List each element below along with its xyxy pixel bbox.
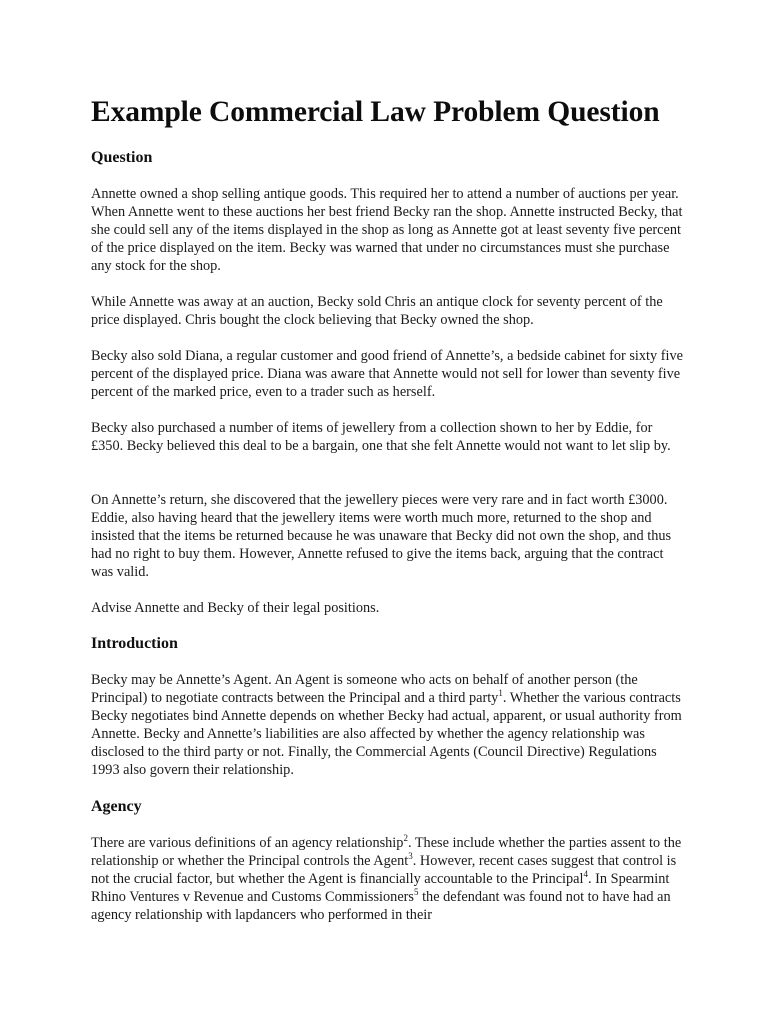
agency-text-d: . In Spearmint Rhino Ventures v Revenue and Customs Commissioners bbox=[91, 871, 670, 905]
agency-text-e: the defendant was found not to have had an agency relationship with lapdancers who performed in their bbox=[91, 889, 671, 923]
footnote-ref-3: 3 bbox=[408, 851, 413, 862]
question-paragraph-1: Annette owned a shop selling antique goods. This required her to attend a number of auctions per year. When Annette went to these auctions her best friend Becky ran the shop. Annette instructed Becky, that she could sell any of the items displayed in the shop as long as Annette got at least seventy five percent of the price displayed on the item. Becky was warned that under no circumstances must she purchase any stock for the shop. bbox=[91, 186, 683, 274]
introduction-paragraph bbox=[91, 671, 687, 779]
footnote-ref-4: 4 bbox=[583, 869, 588, 880]
footnote-ref-5: 5 bbox=[414, 887, 419, 898]
intro-text-b: . Whether the various contracts Becky negotiates bind Annette depends on whether Becky had actual, apparent, or usual authority from Annette. Becky and Annette’s liabilities are also affected by whether the agency relationship was disclosed to the third party or not. Finally, the Commercial Agents (Council Directive) Regulations 1993 also govern their relationship. bbox=[91, 690, 682, 778]
agency-text-a: There are various definitions of an agency relationship bbox=[91, 835, 404, 851]
question-paragraph-2: While Annette was away at an auction, Becky sold Chris an antique clock for seventy percent of the price displayed. Chris bought the clock believing that Becky owned the shop. bbox=[91, 294, 663, 328]
intro-text-a: Becky may be Annette’s Agent. An Agent is someone who acts on behalf of another person (the Principal) to negotiate contracts between the Principal and a third party bbox=[91, 672, 638, 706]
footnote-ref-1: 1 bbox=[498, 688, 503, 699]
question-paragraph-3: Becky also sold Diana, a regular customer and good friend of Annette’s, a bedside cabinet for sixty five percent of the displayed price. Diana was aware that Annette would not sell for lower than seventy five percent of the marked price, even to a trader such as herself. bbox=[91, 348, 683, 400]
agency-text-c: . However, recent cases suggest that control is not the crucial factor, but whether the Agent is financially accountable to the Principal bbox=[91, 853, 677, 887]
agency-paragraph bbox=[91, 834, 687, 924]
agency-text-b: . These include whether the parties assent to the relationship or whether the Principal controls the Agent bbox=[91, 835, 682, 869]
introduction-heading: Introduction bbox=[91, 635, 178, 652]
agency-heading: Agency bbox=[91, 798, 142, 815]
question-heading: Question bbox=[91, 149, 153, 166]
footnote-ref-2: 2 bbox=[403, 833, 408, 844]
question-paragraph-6: Advise Annette and Becky of their legal positions. bbox=[91, 600, 380, 616]
question-paragraph-4: Becky also purchased a number of items of jewellery from a collection shown to her by Eddie, for £350. Becky believed this deal to be a bargain, one that she felt Annette would not want to let slip by. bbox=[91, 420, 671, 454]
question-paragraph-5: On Annette’s return, she discovered that the jewellery pieces were very rare and in fact worth £3000. Eddie, also having heard that the jewellery items were worth much more, returned to the shop and insisted that the items be returned because he was unaware that Becky did not own the shop, and thus had no right to buy them. However, Annette refused to give the items back, arguing that the contract was valid. bbox=[91, 492, 672, 580]
document-title: Example Commercial Law Problem Question bbox=[91, 96, 660, 128]
